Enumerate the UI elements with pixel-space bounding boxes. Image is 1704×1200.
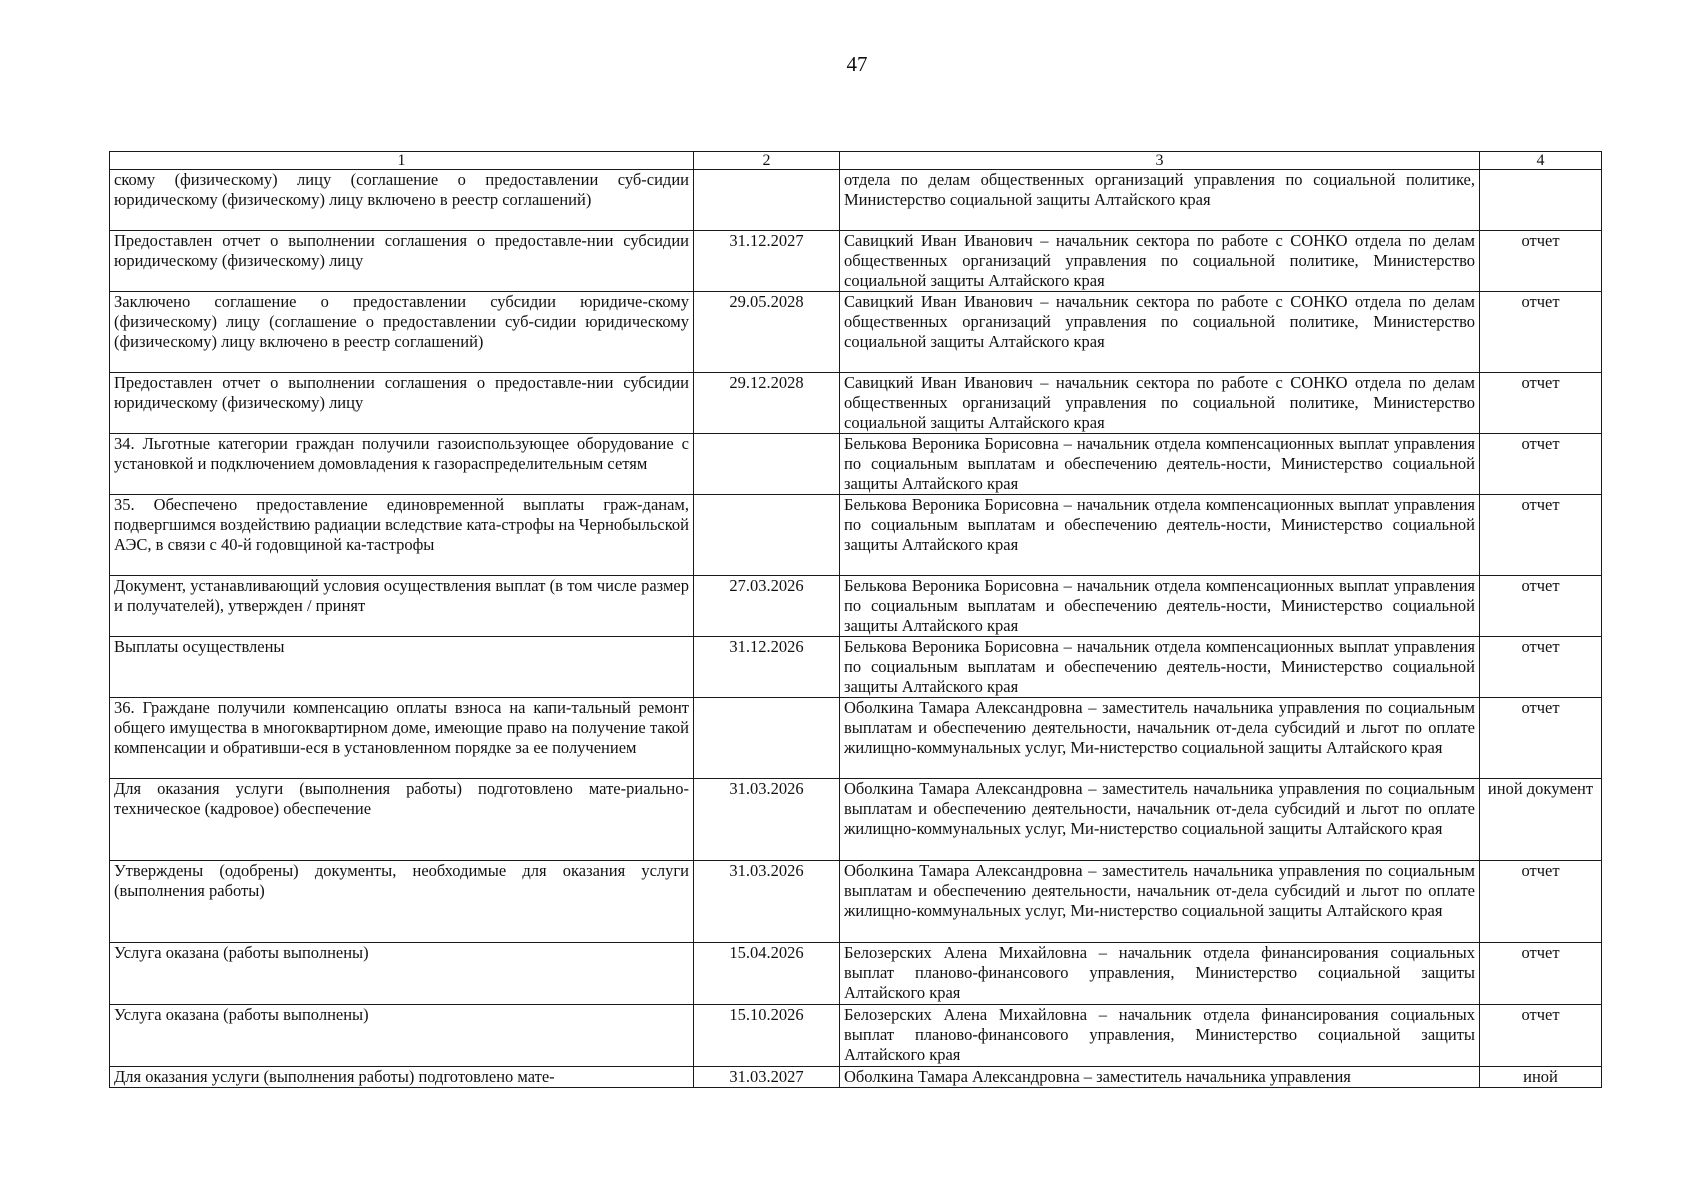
document-type-cell: отчет [1480, 637, 1602, 698]
table-row [110, 170, 1602, 231]
result-cell: Заключено соглашение о предоставлении субсидии юридиче-скому (физическому) лицу (соглашение о предоставлении суб-сидии юридическому (физическому) лицу включено в реестр соглашений) [110, 292, 694, 373]
table-row [110, 1005, 1602, 1067]
table-row [110, 943, 1602, 1005]
date-cell: 29.05.2028 [694, 292, 840, 373]
responsible-cell: Белозерских Алена Михайловна – начальник отдела финансирования социальных выплат планово-финансового управления, Министерство социальной защиты Алтайского края [840, 1005, 1480, 1067]
column-header: 2 [694, 152, 840, 170]
date-cell: 31.03.2026 [694, 861, 840, 943]
column-header: 1 [110, 152, 694, 170]
responsible-cell: Белькова Вероника Борисовна – начальник отдела компенсационных выплат управления по социальным выплатам и обеспечению деятель-ности, Министерство социальной защиты Алтайского края [840, 495, 1480, 576]
responsible-cell: Оболкина Тамара Александровна – заместитель начальника управления по социальным выплатам и обеспечению деятельности, начальник от-дела субсидий и льгот по оплате жилищно-коммунальных услуг, Ми-нистерство социальной защиты Алтайского края [840, 779, 1480, 861]
responsible-cell: Савицкий Иван Иванович – начальник сектора по работе с СОНКО отдела по делам общественных организаций управления по социальной политике, Министерство социальной защиты Алтайского края [840, 231, 1480, 292]
result-cell: Документ, устанавливающий условия осуществления выплат (в том числе размер и получателей), утвержден / принят [110, 576, 694, 637]
document-type-cell: иной документ [1480, 779, 1602, 861]
document-type-cell: отчет [1480, 292, 1602, 373]
document-type-cell: отчет [1480, 576, 1602, 637]
document-type-cell: иной [1480, 1067, 1602, 1088]
document-type-cell: отчет [1480, 861, 1602, 943]
responsible-cell: Белькова Вероника Борисовна – начальник отдела компенсационных выплат управления по социальным выплатам и обеспечению деятель-ности, Министерство социальной защиты Алтайского края [840, 434, 1480, 495]
document-type-cell: отчет [1480, 231, 1602, 292]
responsible-cell: Оболкина Тамара Александровна – заместитель начальника управления по социальным выплатам и обеспечению деятельности, начальник от-дела субсидий и льгот по оплате жилищно-коммунальных услуг, Ми-нистерство социальной защиты Алтайского края [840, 861, 1480, 943]
date-cell: 29.12.2028 [694, 373, 840, 434]
responsible-cell: Белькова Вероника Борисовна – начальник отдела компенсационных выплат управления по социальным выплатам и обеспечению деятель-ности, Министерство социальной защиты Алтайского края [840, 576, 1480, 637]
document-type-cell: отчет [1480, 1005, 1602, 1067]
date-cell: 31.12.2026 [694, 637, 840, 698]
date-cell [694, 698, 840, 779]
table-row [110, 495, 1602, 576]
result-cell: Предоставлен отчет о выполнении соглашения о предоставле-нии субсидии юридическому (физическому) лицу [110, 373, 694, 434]
responsible-cell: Савицкий Иван Иванович – начальник сектора по работе с СОНКО отдела по делам общественных организаций управления по социальной политике, Министерство социальной защиты Алтайского края [840, 292, 1480, 373]
date-cell: 15.04.2026 [694, 943, 840, 1005]
responsible-cell: Белозерских Алена Михайловна – начальник отдела финансирования социальных выплат планово-финансового управления, Министерство социальной защиты Алтайского края [840, 943, 1480, 1005]
document-type-cell: отчет [1480, 943, 1602, 1005]
document-type-cell: отчет [1480, 698, 1602, 779]
table-header-row [110, 152, 1602, 170]
result-cell: Для оказания услуги (выполнения работы) подготовлено мате- [110, 1067, 694, 1088]
responsible-cell: Оболкина Тамара Александровна – заместитель начальника управления [840, 1067, 1480, 1088]
table-row [110, 779, 1602, 861]
table-row [110, 292, 1602, 373]
date-cell [694, 434, 840, 495]
table-row [110, 637, 1602, 698]
result-cell: Предоставлен отчет о выполнении соглашения о предоставле-нии субсидии юридическому (физическому) лицу [110, 231, 694, 292]
responsible-cell: отдела по делам общественных организаций управления по социальной политике, Министерство социальной защиты Алтайского края [840, 170, 1480, 231]
column-header: 3 [840, 152, 1480, 170]
date-cell: 31.03.2027 [694, 1067, 840, 1088]
date-cell: 31.12.2027 [694, 231, 840, 292]
table-row [110, 434, 1602, 495]
date-cell: 31.03.2026 [694, 779, 840, 861]
table-row [110, 576, 1602, 637]
date-cell: 27.03.2026 [694, 576, 840, 637]
responsible-cell: Оболкина Тамара Александровна – заместитель начальника управления по социальным выплатам и обеспечению деятельности, начальник от-дела субсидий и льгот по оплате жилищно-коммунальных услуг, Ми-нистерство социальной защиты Алтайского края [840, 698, 1480, 779]
document-type-cell: отчет [1480, 434, 1602, 495]
table-row [110, 861, 1602, 943]
document-type-cell: отчет [1480, 373, 1602, 434]
result-cell: скому (физическому) лицу (соглашение о предоставлении суб-сидии юридическому (физическому) лицу включено в реестр соглашений) [110, 170, 694, 231]
page-number: 47 [846, 52, 868, 76]
result-cell: Услуга оказана (работы выполнены) [110, 943, 694, 1005]
date-cell [694, 495, 840, 576]
date-cell [694, 170, 840, 231]
result-cell: 35. Обеспечено предоставление единовременной выплаты граж-данам, подвергшимся воздействию радиации вследствие ката-строфы на Чернобыльской АЭС, в связи с 40-й годовщиной ка-тастрофы [110, 495, 694, 576]
table-row [110, 231, 1602, 292]
responsible-cell: Белькова Вероника Борисовна – начальник отдела компенсационных выплат управления по социальным выплатам и обеспечению деятель-ности, Министерство социальной защиты Алтайского края [840, 637, 1480, 698]
document-type-cell: отчет [1480, 495, 1602, 576]
responsible-cell: Савицкий Иван Иванович – начальник сектора по работе с СОНКО отдела по делам общественных организаций управления по социальной политике, Министерство социальной защиты Алтайского края [840, 373, 1480, 434]
result-cell: 34. Льготные категории граждан получили газоиспользующее оборудование с установкой и подключением домовладения к газораспределительным сетям [110, 434, 694, 495]
result-cell: Выплаты осуществлены [110, 637, 694, 698]
document-type-cell [1480, 170, 1602, 231]
plan-table [109, 151, 1602, 1088]
result-cell: Для оказания услуги (выполнения работы) подготовлено мате-риально-техническое (кадровое) обеспечение [110, 779, 694, 861]
result-cell: Услуга оказана (работы выполнены) [110, 1005, 694, 1067]
column-header: 4 [1480, 152, 1602, 170]
result-cell: 36. Граждане получили компенсацию оплаты взноса на капи-тальный ремонт общего имущества в многоквартирном доме, имеющие право на получение такой компенсации и обративши-еся в установленном порядке за ее получением [110, 698, 694, 779]
date-cell: 15.10.2026 [694, 1005, 840, 1067]
result-cell: Утверждены (одобрены) документы, необходимые для оказания услуги (выполнения работы) [110, 861, 694, 943]
table-row [110, 698, 1602, 779]
table-row [110, 1067, 1602, 1088]
table-row [110, 373, 1602, 434]
